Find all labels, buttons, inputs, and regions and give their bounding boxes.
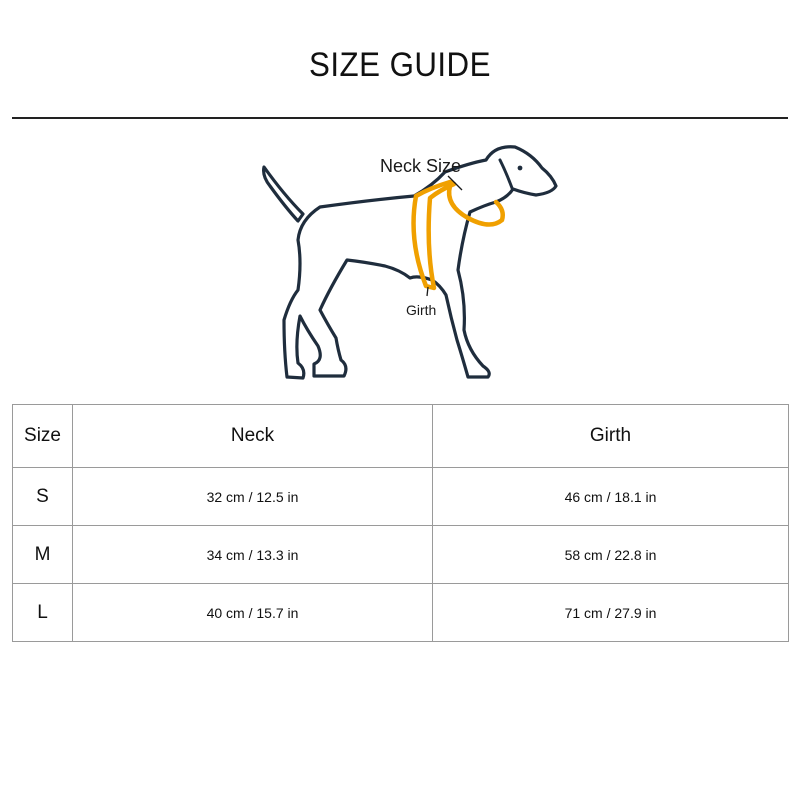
dog-outline (264, 147, 556, 378)
neck-cell: 32 cm / 12.5 in (73, 468, 433, 526)
size-cell: M (13, 526, 73, 584)
header-girth: Girth (433, 405, 789, 468)
girth-cell: 58 cm / 22.8 in (433, 526, 789, 584)
neck-cell: 40 cm / 15.7 in (73, 584, 433, 642)
page-title: SIZE GUIDE (309, 46, 491, 84)
neck-cell: 34 cm / 13.3 in (73, 526, 433, 584)
title-divider (12, 117, 788, 119)
header-size: Size (13, 405, 73, 468)
table-header-row (13, 405, 789, 468)
table-row (13, 584, 789, 642)
size-table (12, 404, 789, 642)
girth-cell: 46 cm / 18.1 in (433, 468, 789, 526)
dog-measurement-diagram (230, 130, 580, 390)
dog-eye (518, 166, 523, 171)
neck-loop (449, 186, 503, 225)
size-cell: L (13, 584, 73, 642)
table-row (13, 468, 789, 526)
girth-label: Girth (406, 302, 437, 318)
table-row (13, 526, 789, 584)
neck-size-label: Neck Size (380, 156, 462, 176)
size-cell: S (13, 468, 73, 526)
girth-cell: 71 cm / 27.9 in (433, 584, 789, 642)
header-neck: Neck (73, 405, 433, 468)
dog-ear (500, 160, 512, 188)
